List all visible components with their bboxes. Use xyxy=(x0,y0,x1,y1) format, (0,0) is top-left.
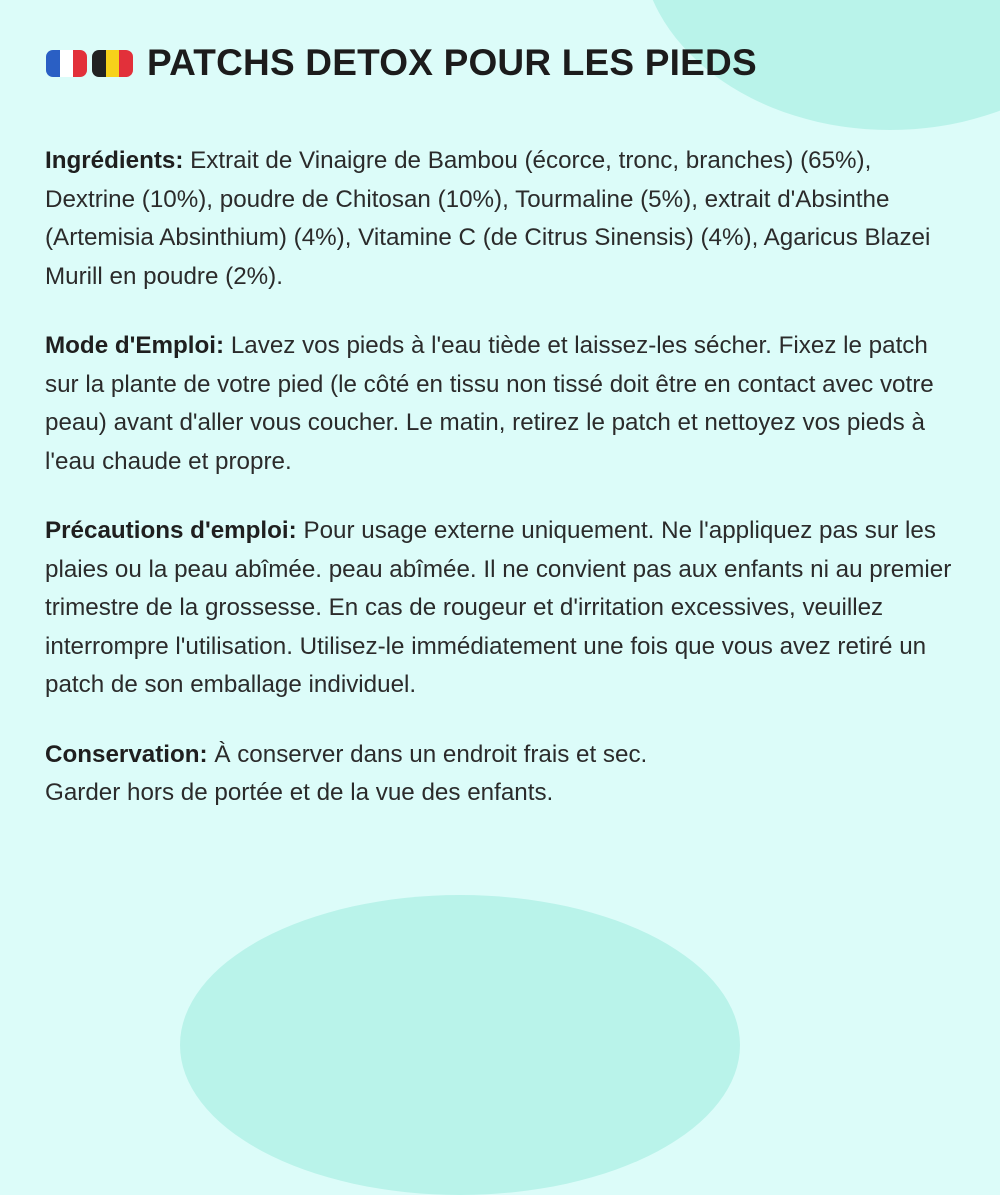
flag-belgium-icon xyxy=(92,50,133,77)
section-precautions xyxy=(45,512,965,705)
section-label-usage: Mode d'Emploi: xyxy=(45,332,225,359)
section-label-storage: Conservation: xyxy=(45,740,208,768)
flag-stripe xyxy=(92,50,106,77)
section-text-usage: Lavez vos pieds à l'eau tiède et laissez-les sécher. Fixez le patch sur la plante de votre pied (le côté en tissu non tissé doit être en contact avec votre peau) avant d'aller vous coucher. Le matin, retirez le patch et nettoyez vos pieds à l'eau chaude et propre. xyxy=(45,332,934,475)
page-title: PATCHS DETOX POUR LES PIEDS xyxy=(147,42,757,83)
product-info xyxy=(45,142,965,813)
section-text-precautions: Pour usage externe uniquement. Ne l'appliquez pas sur les plaies ou la peau abîmée. peau abîmée. Il ne convient pas aux enfants ni au premier trimestre de la grossesse. En cas de rougeur et d'irritation excessives, veuillez interrompre l'utilisation. Utilisez-le immédiatement une fois que vous avez retiré un patch de son emballage individuel. xyxy=(45,517,952,698)
section-label-ingredients: Ingrédients: xyxy=(45,147,184,174)
section-text-storage-line2: Garder hors de portée et de la vue des enfants. xyxy=(45,779,554,806)
page-header xyxy=(46,42,757,84)
section-ingredients xyxy=(45,142,965,296)
section-text-storage: À conserver dans un endroit frais et sec. xyxy=(214,740,648,768)
section-storage xyxy=(45,736,965,813)
section-text-ingredients: Extrait de Vinaigre de Bambou (écorce, tronc, branches) (65%), Dextrine (10%), poudre de Chitosan (10%), Tourmaline (5%), extrait d'Absinthe (Artemisia Absinthium) (4%), Vitamine C (de Citrus Sinensis) (4%), Agaricus Blazei Murill en poudre (2%). xyxy=(45,147,931,290)
flag-stripe xyxy=(60,50,74,77)
section-usage xyxy=(45,327,965,481)
section-label-precautions: Précautions d'emploi: xyxy=(45,517,297,544)
flag-stripe xyxy=(46,50,60,77)
flag-stripe xyxy=(73,50,87,77)
flag-stripe xyxy=(119,50,133,77)
flag-france-icon xyxy=(46,50,87,77)
decorative-blob-bottom xyxy=(180,895,740,1195)
flag-stripe xyxy=(106,50,120,77)
